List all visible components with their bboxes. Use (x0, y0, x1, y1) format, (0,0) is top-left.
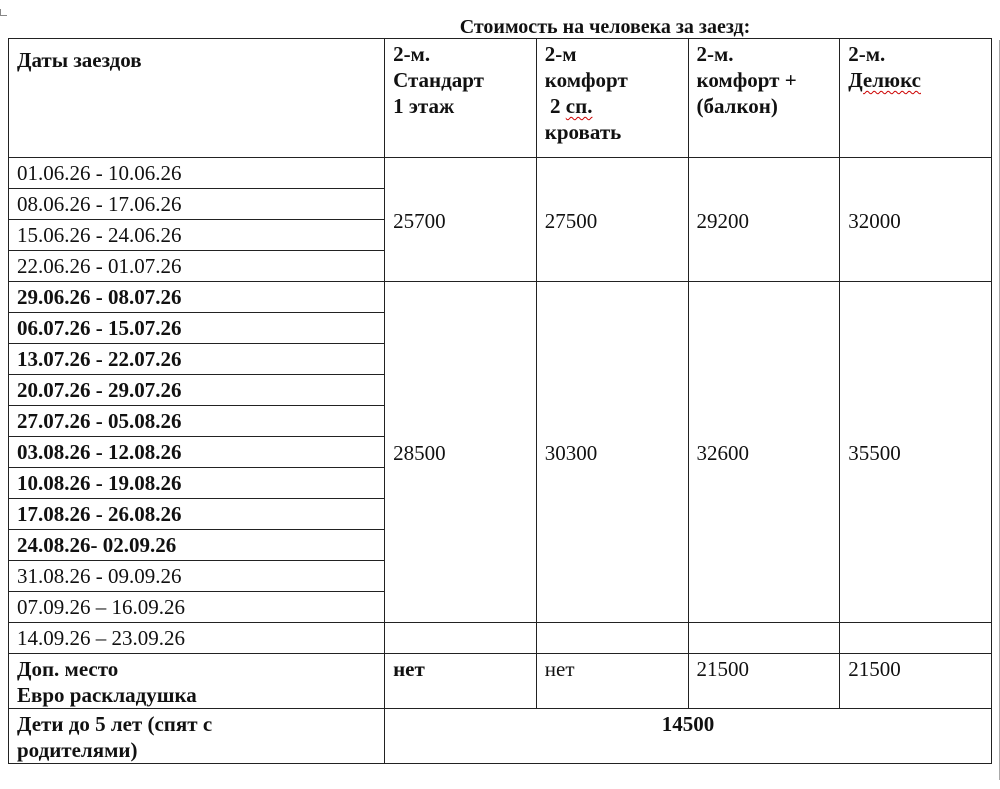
extra-bed-standard: нет (385, 654, 537, 709)
header-comfort-plus-line1: 2-м. (696, 42, 734, 66)
extra-bed-comfort-plus: 21500 (688, 654, 840, 709)
date-cell: 15.06.26 - 24.06.26 (9, 220, 385, 251)
date-cell: 10.08.26 - 19.08.26 (9, 468, 385, 499)
date-cell: 13.07.26 - 22.07.26 (9, 344, 385, 375)
date-cell: 01.06.26 - 10.06.26 (9, 158, 385, 189)
empty-cell (385, 623, 537, 654)
text-boundary-mark (0, 9, 7, 16)
empty-cell (840, 623, 992, 654)
extra-bed-label (9, 654, 385, 709)
header-comfort-plus (688, 39, 840, 158)
extra-bed-deluxe: 21500 (840, 654, 992, 709)
header-comfort-abbr: сп. (565, 94, 593, 118)
table-row (9, 623, 992, 654)
page-title: Стоимость на человека за заезд: (459, 16, 751, 38)
header-deluxe-line1: 2-м. (848, 42, 886, 66)
date-cell: 24.08.26- 02.09.26 (9, 530, 385, 561)
header-deluxe (840, 39, 992, 158)
date-cell: 06.07.26 - 15.07.26 (9, 313, 385, 344)
header-comfort-num: 2 (544, 94, 566, 118)
price-comfort-plus: 32600 (688, 282, 840, 623)
price-comfort: 30300 (536, 282, 688, 623)
header-standard-line2: Стандарт (393, 68, 484, 92)
date-cell: 14.09.26 – 23.09.26 (9, 623, 385, 654)
price-deluxe: 35500 (840, 282, 992, 623)
date-cell: 17.08.26 - 26.08.26 (9, 499, 385, 530)
header-comfort-line4: кровать (544, 120, 622, 144)
empty-cell (536, 623, 688, 654)
header-comfort (536, 39, 688, 158)
header-standard-line3: 1 этаж (393, 94, 455, 118)
header-dates: Даты заездов (9, 39, 385, 158)
kids-row (9, 709, 992, 764)
header-deluxe-line2: Делюкс (848, 68, 921, 92)
kids-label (9, 709, 385, 764)
price-standard: 25700 (385, 158, 537, 282)
header-standard-line1: 2-м. (393, 42, 431, 66)
kids-label-line2: родителями) (17, 738, 138, 762)
table-row (9, 158, 992, 189)
date-cell: 03.08.26 - 12.08.26 (9, 437, 385, 468)
price-comfort-plus: 29200 (688, 158, 840, 282)
extra-bed-comfort: нет (536, 654, 688, 709)
header-standard (385, 39, 537, 158)
header-comfort-line2: комфорт (544, 68, 628, 92)
header-comfort-plus-line3: (балкон) (696, 94, 778, 118)
price-standard: 28500 (385, 282, 537, 623)
header-comfort-plus-line2: комфорт + (696, 68, 797, 92)
price-table (8, 38, 992, 764)
price-deluxe: 32000 (840, 158, 992, 282)
extra-bed-row (9, 654, 992, 709)
extra-bed-label-line2: Евро раскладушка (17, 683, 197, 707)
date-cell: 08.06.26 - 17.06.26 (9, 189, 385, 220)
date-cell: 31.08.26 - 09.09.26 (9, 561, 385, 592)
header-comfort-line1: 2-м (544, 42, 577, 66)
empty-cell (688, 623, 840, 654)
kids-label-line1: Дети до 5 лет (спят с (17, 712, 213, 736)
table-row (9, 282, 992, 313)
header-row (9, 39, 992, 158)
date-cell: 07.09.26 – 16.09.26 (9, 592, 385, 623)
date-cell: 22.06.26 - 01.07.26 (9, 251, 385, 282)
date-cell: 29.06.26 - 08.07.26 (9, 282, 385, 313)
date-cell: 20.07.26 - 29.07.26 (9, 375, 385, 406)
extra-bed-label-line1: Доп. место (17, 657, 119, 681)
header-comfort-line3 (545, 93, 680, 119)
kids-price: 14500 (385, 709, 992, 764)
price-comfort: 27500 (536, 158, 688, 282)
date-cell: 27.07.26 - 05.08.26 (9, 406, 385, 437)
